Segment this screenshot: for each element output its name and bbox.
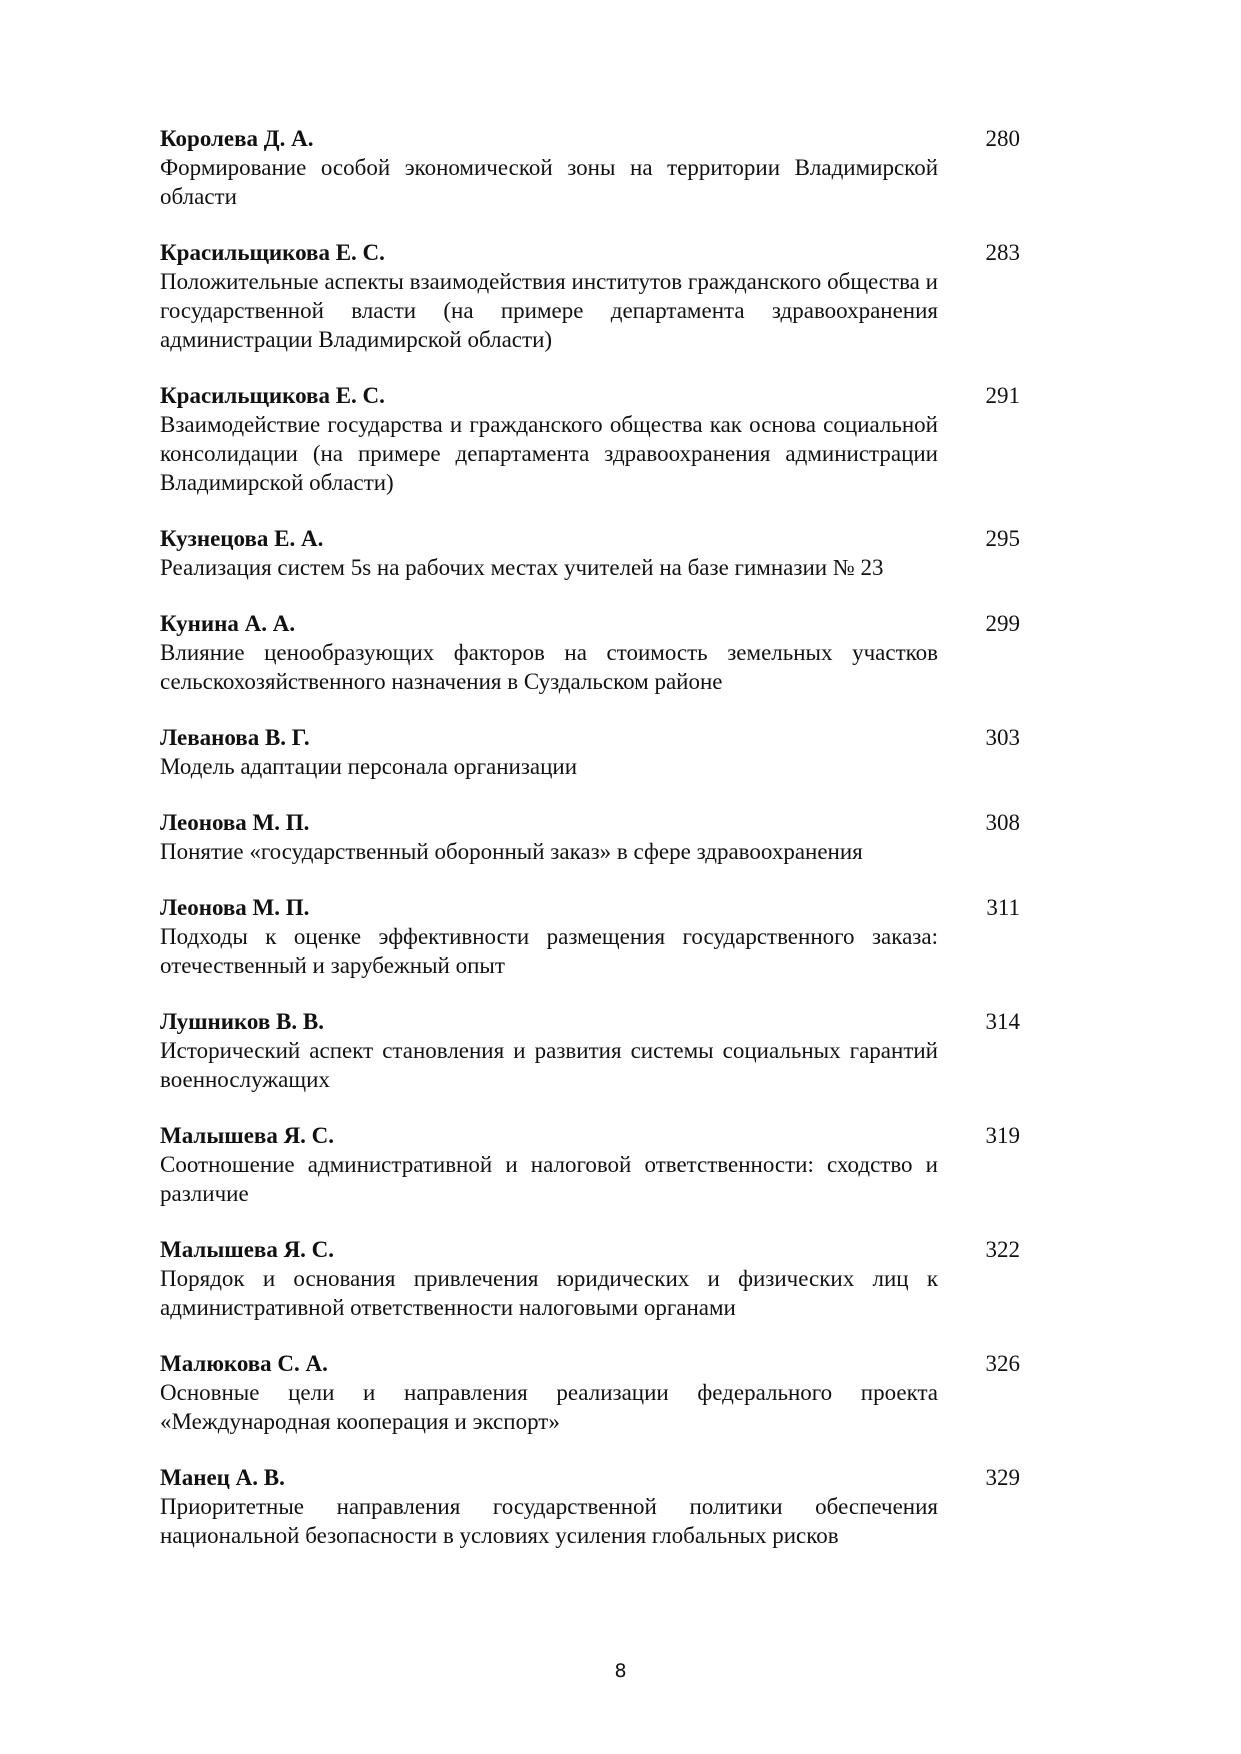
entry-title: Основные цели и направления реализации федерального проекта «Международная кооперация и экспорт» xyxy=(160,1380,938,1434)
toc-entry xyxy=(160,524,1020,582)
entry-title: Влияние ценообразующих факторов на стоимость земельных участков сельскохозяйственного назначения в Суздальском районе xyxy=(160,640,938,694)
toc-entry xyxy=(160,124,1020,211)
toc-entry xyxy=(160,1349,1020,1436)
entry-author: Малышева Я. С. xyxy=(160,1123,335,1148)
entry-author: Леонова М. П. xyxy=(160,810,310,835)
entry-author: Кузнецова Е. А. xyxy=(160,526,324,551)
entry-title: Понятие «государственный оборонный заказ» в сфере здравоохранения xyxy=(160,839,863,864)
entry-title: Подходы к оценке эффективности размещения государственного заказа: отечественный и зарубежный опыт xyxy=(160,924,938,978)
entry-title: Формирование особой экономической зоны на территории Владимирской области xyxy=(160,155,938,209)
entry-author: Красильщикова Е. С. xyxy=(160,240,385,265)
entry-page-number: 311 xyxy=(986,895,1020,920)
toc-entry xyxy=(160,723,1020,781)
toc-entry xyxy=(160,609,1020,696)
entry-title: Положительные аспекты взаимодействия институтов гражданского общества и государственной власти (на примере департамента здравоохранения администрации Владимирской области) xyxy=(160,269,938,352)
page-number-footer: 8 xyxy=(614,1660,627,1682)
entry-title: Реализация систем 5s на рабочих местах учителей на базе гимназии № 23 xyxy=(160,555,884,580)
entry-page-number: 283 xyxy=(985,240,1020,265)
entry-page-number: 322 xyxy=(985,1237,1020,1262)
entry-title: Исторический аспект становления и развития системы социальных гарантий военнослужащих xyxy=(160,1038,938,1092)
entry-author: Кунина А. А. xyxy=(160,611,296,636)
toc-entry xyxy=(160,1007,1020,1094)
entry-page-number: 303 xyxy=(985,725,1020,750)
entry-author: Леванова В. Г. xyxy=(160,725,310,750)
entry-author: Малышева Я. С. xyxy=(160,1237,335,1262)
toc-entry xyxy=(160,1235,1020,1322)
entry-page-number: 319 xyxy=(985,1123,1020,1148)
entry-page-number: 295 xyxy=(985,526,1020,551)
toc-entry xyxy=(160,808,1020,866)
entry-author: Малюкова С. А. xyxy=(160,1351,328,1376)
entry-page-number: 280 xyxy=(985,126,1020,151)
entry-page-number: 329 xyxy=(985,1465,1020,1490)
entry-page-number: 314 xyxy=(985,1009,1020,1034)
entry-page-number: 308 xyxy=(985,810,1020,835)
toc-entry xyxy=(160,1121,1020,1208)
entry-page-number: 326 xyxy=(985,1351,1020,1376)
entry-author: Королева Д. А. xyxy=(160,126,314,151)
entry-page-number: 299 xyxy=(985,611,1020,636)
entry-author: Лушников В. В. xyxy=(160,1009,324,1034)
entry-title: Приоритетные направления государственной политики обеспечения национальной безопасности в условиях усиления глобальных рисков xyxy=(160,1494,938,1548)
toc-entry xyxy=(160,1463,1020,1550)
entry-title: Модель адаптации персонала организации xyxy=(160,754,578,779)
table-of-contents xyxy=(160,124,1020,1577)
toc-entry xyxy=(160,238,1020,354)
entry-author: Леонова М. П. xyxy=(160,895,310,920)
toc-entry xyxy=(160,381,1020,497)
entry-title: Взаимодействие государства и гражданского общества как основа социальной консолидации (на примере департамента здравоохранения администрации Владимирской области) xyxy=(160,412,938,495)
toc-entry xyxy=(160,893,1020,980)
entry-author: Красильщикова Е. С. xyxy=(160,383,385,408)
entry-title: Порядок и основания привлечения юридических и физических лиц к административной ответственности налоговыми органами xyxy=(160,1266,938,1320)
entry-title: Соотношение административной и налоговой ответственности: сходство и различие xyxy=(160,1152,938,1206)
entry-page-number: 291 xyxy=(985,383,1020,408)
entry-author: Манец А. В. xyxy=(160,1465,285,1490)
